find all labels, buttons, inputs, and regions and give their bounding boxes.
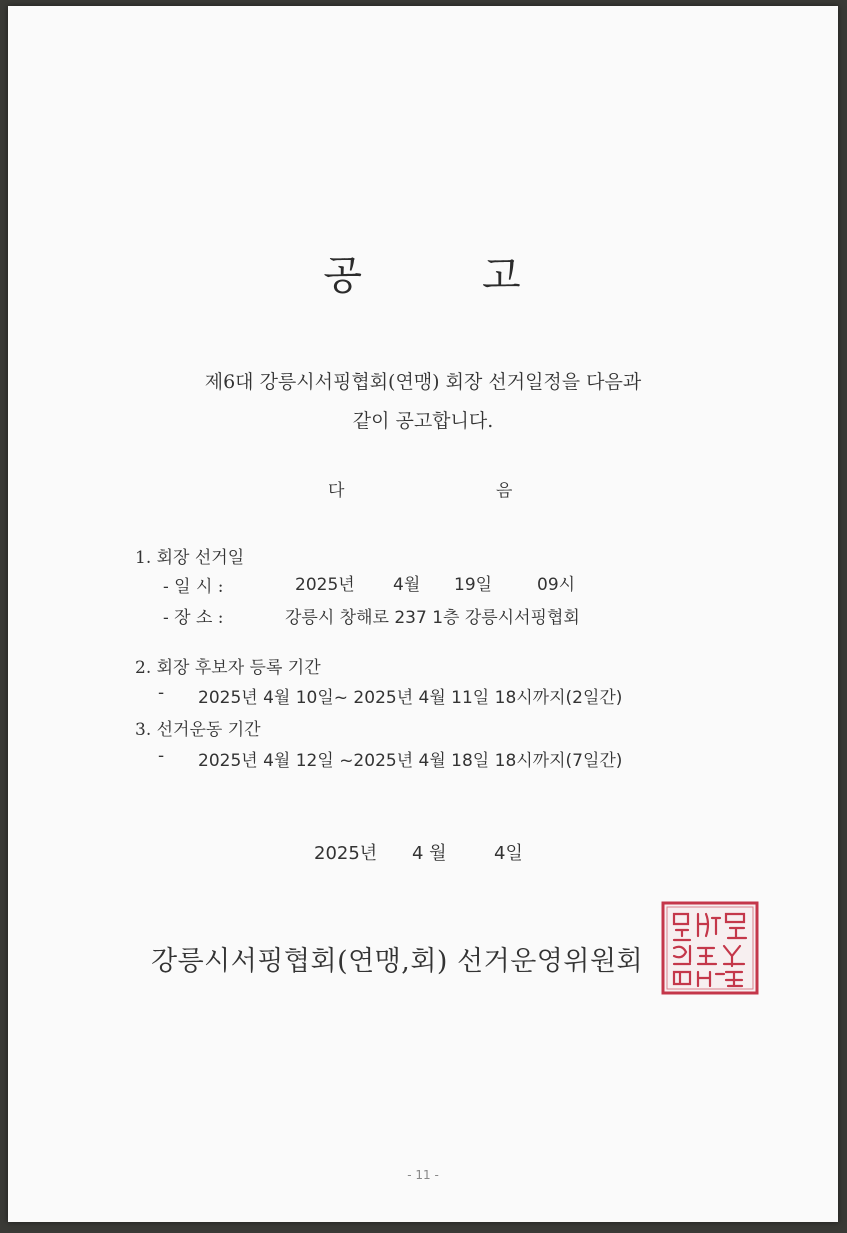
item3-dash: - (158, 746, 165, 766)
item3-period: 2025년 4월 12일 ~2025년 4월 18일 18시까지(7일간) (198, 751, 623, 771)
intro-line-2: 같이 공고합니다. (352, 410, 494, 432)
page-number: - 11 - (407, 1168, 439, 1182)
item1-heading: 1. 회장 선거일 (135, 548, 245, 568)
footer-date-day: 4일 (494, 843, 523, 864)
official-seal-icon (660, 900, 760, 996)
daeum-left: 다 (328, 481, 345, 501)
item1-date-day: 19일 (454, 575, 493, 595)
item2-period: 2025년 4월 10일~ 2025년 4월 11일 18시까지(2일간) (198, 688, 623, 708)
item1-date-time: 09시 (537, 575, 576, 595)
item1-place-label: - 장 소 : (163, 608, 224, 628)
document-page (8, 6, 838, 1222)
item2-dash: - (158, 683, 165, 703)
item3-heading: 3. 선거운동 기간 (135, 720, 261, 740)
footer-date-year: 2025년 (314, 843, 378, 864)
intro-line-1: 제6대 강릉시서핑협회(연맹) 회장 선거일정을 다음과 (204, 371, 642, 393)
notice-title-right: 고 (482, 253, 523, 299)
item1-date-label: - 일 시 : (163, 577, 224, 597)
organization-name: 강릉시서핑협회(연맹,회) 선거운영위원회 (151, 946, 644, 977)
daeum-right: 음 (496, 481, 513, 501)
item1-place-value: 강릉시 창해로 237 1층 강릉시서핑협회 (285, 608, 580, 628)
notice-title-left: 공 (323, 253, 364, 299)
item1-date-month: 4월 (393, 575, 421, 595)
item1-date-year: 2025년 (295, 575, 355, 595)
notice-title (8, 244, 838, 301)
footer-date-month: 4 월 (412, 843, 447, 864)
item2-heading: 2. 회장 후보자 등록 기간 (135, 658, 321, 678)
